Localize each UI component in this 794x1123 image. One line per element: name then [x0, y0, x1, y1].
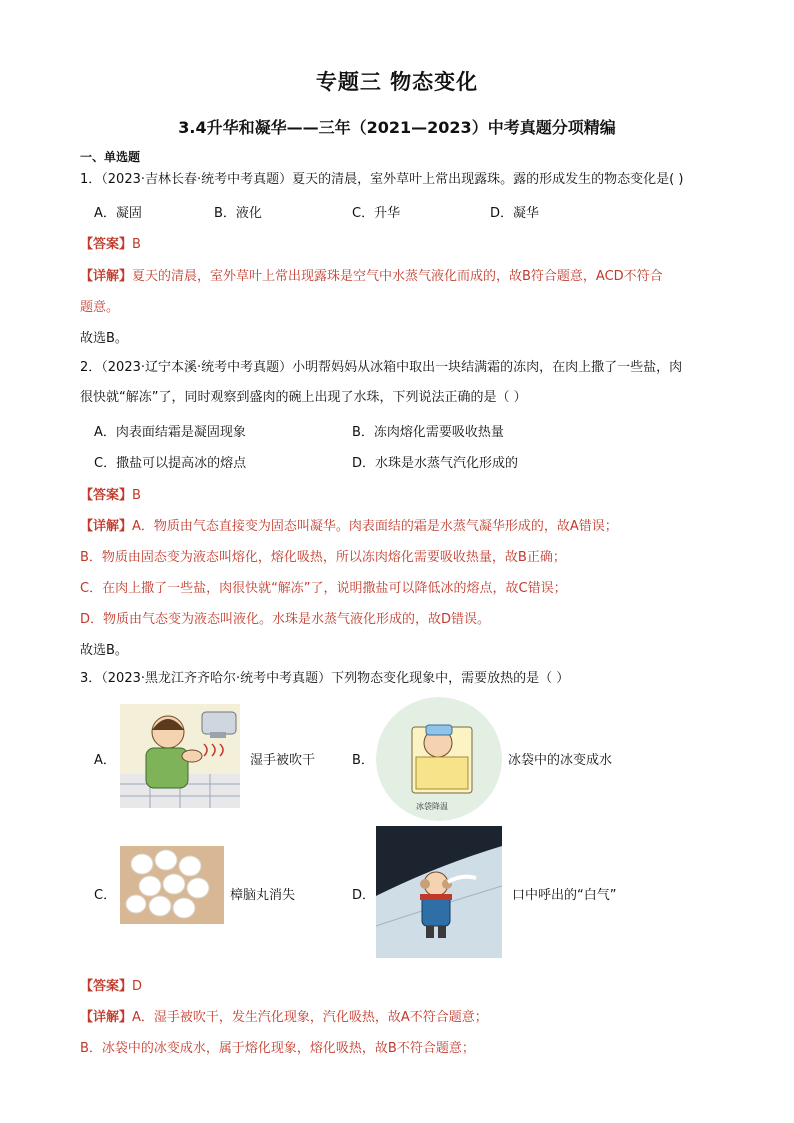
q1-answer: [80, 233, 141, 252]
detail-text: A．物质由气态直接变为固态叫凝华。肉表面结的霜是水蒸气凝华形成的，故A错误；: [132, 519, 618, 534]
q2-detail-a: [80, 515, 618, 534]
q3-detail-b: B．冰袋中的冰变成水，属于熔化现象，熔化吸热，故B不符合题意；: [80, 1041, 475, 1056]
q2-stem-line2: 很快就“解冻”了，同时观察到盛肉的碗上出现了水珠，下列说法正确的是（ ）: [80, 390, 527, 405]
q1-option-b: B．液化: [214, 206, 262, 221]
q2-detail-c: C．在肉上撒了一些盐，肉很快就“解冻”了，说明撒盐可以降低冰的熔点，故C错误；: [80, 581, 567, 596]
q1-option-c: C．升华: [352, 206, 401, 221]
answer-tag: 【答案】: [80, 979, 133, 994]
answer-value: B: [132, 488, 141, 503]
q1-option-d: D．凝华: [490, 206, 540, 221]
q1-detail-line1: [80, 265, 663, 284]
q2-option-b: B．冻肉熔化需要吸收热量: [352, 425, 504, 440]
page-title: 专题三 物态变化: [315, 70, 479, 94]
q3-option-a-letter: A．: [94, 753, 116, 768]
answer-tag: 【答案】: [80, 488, 133, 503]
ice-bag-image-label: 冰袋降温: [416, 802, 448, 811]
answer-tag: 【答案】: [80, 237, 133, 252]
winter-breath-image: [376, 826, 502, 958]
q3-option-d-letter: D．: [352, 888, 376, 903]
answer-value: B: [132, 237, 141, 252]
q2-detail-d: D．物质由气态变为液态叫液化。水珠是水蒸气液化形成的，故D错误。: [80, 612, 491, 627]
detail-tag: 【详解】: [80, 519, 133, 534]
q1-stem: 1．（2023·吉林长春·统考中考真题）夏天的清晨，室外草叶上常出现露珠。露的形成发生的物态变化是( ): [80, 172, 684, 187]
ice-bag-image: [376, 697, 502, 821]
q3-option-b-caption: 冰袋中的冰变成水: [508, 753, 613, 768]
q3-option-a-caption: 湿手被吹干: [250, 753, 316, 768]
q3-option-b-letter: B．: [352, 753, 374, 768]
q2-option-c: C．撒盐可以提高冰的熔点: [94, 456, 247, 471]
q2-conclusion: 故选B。: [80, 643, 128, 658]
q2-option-a: A．肉表面结霜是凝固现象: [94, 425, 246, 440]
q3-detail-a: [80, 1006, 488, 1025]
q3-option-c-caption: 樟脑丸消失: [230, 888, 296, 903]
q3-option-d-caption: 口中呼出的“白气”: [512, 888, 617, 903]
q3-option-c-letter: C．: [94, 888, 117, 903]
q1-option-a: A．凝固: [94, 206, 142, 221]
detail-text: 夏天的清晨，室外草叶上常出现露珠是空气中水蒸气液化而成的，故B符合题意，ACD不符合: [132, 269, 663, 284]
hand-dryer-image: [120, 704, 240, 808]
detail-text: A．湿手被吹干，发生汽化现象，汽化吸热，故A不符合题意；: [132, 1010, 488, 1025]
detail-tag: 【详解】: [80, 1010, 133, 1025]
mothball-image: [120, 846, 224, 924]
q1-conclusion: 故选B。: [80, 331, 128, 346]
q1-detail-line2: 题意。: [80, 300, 120, 315]
section-heading: 一、单选题: [80, 150, 141, 164]
detail-tag: 【详解】: [80, 269, 133, 284]
page-subtitle: 3.4升华和凝华——三年（2021—2023）中考真题分项精编: [178, 118, 616, 137]
q2-detail-b: B．物质由固态变为液态叫熔化，熔化吸热，所以冻肉熔化需要吸收热量，故B正确；: [80, 550, 566, 565]
q2-answer: [80, 484, 141, 503]
q2-option-d: D．水珠是水蒸气汽化形成的: [352, 456, 519, 471]
answer-value: D: [132, 979, 143, 994]
q3-stem: 3．（2023·黑龙江齐齐哈尔·统考中考真题）下列物态变化现象中，需要放热的是（ ）: [80, 671, 570, 686]
q2-stem-line1: 2．（2023·辽宁本溪·统考中考真题）小明帮妈妈从冰箱中取出一块结满霜的冻肉，在肉上撒了一些盐，肉: [80, 360, 683, 375]
q3-answer: [80, 975, 142, 994]
